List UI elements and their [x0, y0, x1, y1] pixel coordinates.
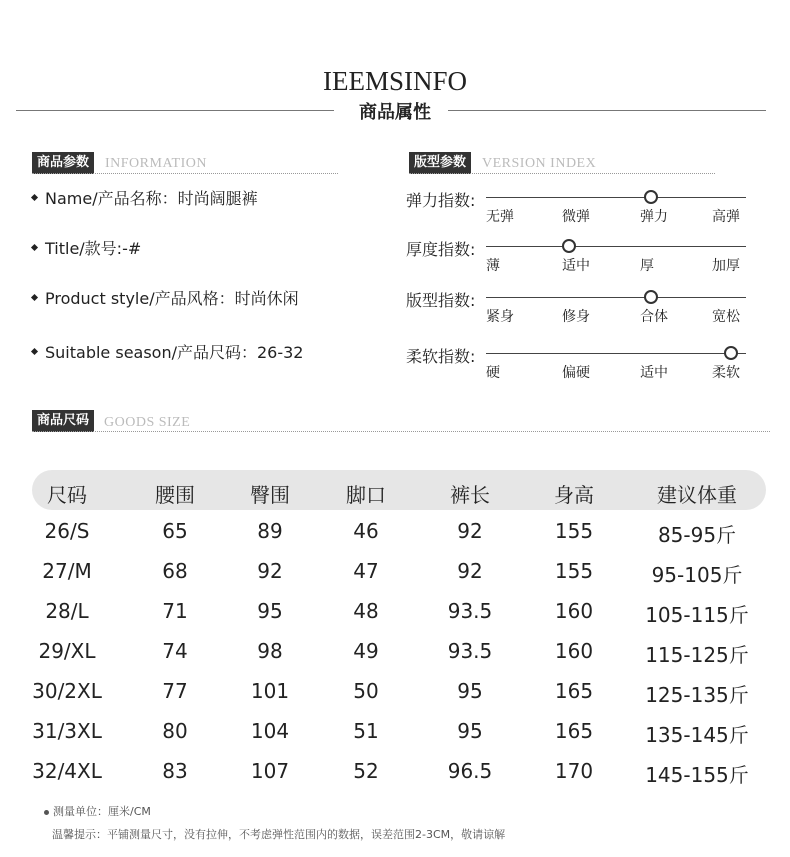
unit-note-text: 测量单位：厘米/CM [53, 805, 151, 818]
index-option: 宽松 [712, 309, 740, 325]
index-knob [644, 290, 658, 304]
size-table-cell: 74 [162, 639, 188, 663]
index-option: 弹力 [640, 209, 668, 225]
size-table-cell: 46 [353, 519, 379, 543]
attr-name [32, 186, 258, 209]
size-table-cell: 165 [554, 719, 594, 743]
size-table-cell: 47 [353, 559, 379, 583]
size-table-header [32, 470, 766, 510]
index-label: 版型指数: [406, 291, 476, 310]
index-option: 偏硬 [562, 365, 590, 381]
size-table-cell: 115-125斤 [645, 643, 749, 667]
size-column-header: 臀围 [250, 483, 290, 507]
bullet-icon [31, 244, 38, 251]
size-tag: 商品尺码 [32, 410, 94, 432]
size-table-cell: 28/L [45, 599, 89, 623]
index-option: 适中 [640, 365, 668, 381]
size-table-cell: 83 [162, 759, 188, 783]
size-table-cell: 29/XL [38, 639, 96, 663]
index-option: 紧身 [486, 309, 514, 325]
size-table-cell: 68 [162, 559, 188, 583]
attr-title [32, 236, 141, 259]
size-table-cell: 98 [257, 639, 283, 663]
size-table-cell: 92 [457, 519, 483, 543]
size-column-header: 建议体重 [657, 483, 737, 507]
size-table-cell: 101 [250, 679, 290, 703]
size-divider [32, 431, 770, 432]
bullet-icon [31, 348, 38, 355]
size-table-cell: 93.5 [447, 639, 493, 663]
index-knob [644, 190, 658, 204]
attr-style [32, 286, 299, 309]
index-option: 加厚 [712, 258, 740, 274]
attr-title-text: Title/款号:-# [45, 239, 142, 258]
size-column-header: 脚口 [346, 483, 386, 507]
index-option: 合体 [640, 309, 668, 325]
size-table-cell: 32/4XL [32, 759, 102, 783]
size-table-cell: 52 [353, 759, 379, 783]
tip-note: 温馨提示：平铺测量尺寸，没有拉伸，不考虑弹性范围内的数据，误差范围2-3CM，敬请谅解 [52, 828, 506, 841]
size-table-cell: 96.5 [447, 759, 493, 783]
size-table-cell: 160 [554, 599, 594, 623]
size-table-cell: 71 [162, 599, 188, 623]
info-tag: 商品参数 [32, 152, 94, 174]
size-table-cell: 50 [353, 679, 379, 703]
size-table-cell: 160 [554, 639, 594, 663]
attr-name-text: Name/产品名称：时尚阔腿裤 [45, 189, 258, 208]
size-table-cell: 48 [353, 599, 379, 623]
attr-season [32, 340, 304, 363]
index-knob [562, 239, 576, 253]
size-table-cell: 49 [353, 639, 379, 663]
index-label: 弹力指数: [406, 191, 476, 210]
size-table-cell: 27/M [42, 559, 92, 583]
unit-note [44, 803, 151, 819]
index-option: 微弹 [562, 209, 590, 225]
size-table-cell: 105-115斤 [645, 603, 749, 627]
section-subtitle: 商品属性 [359, 102, 431, 123]
index-option: 无弹 [486, 209, 514, 225]
size-table-cell: 95 [257, 599, 283, 623]
brand-title: IEEMSINFO [322, 66, 467, 96]
version-tag: 版型参数 [409, 152, 471, 174]
size-table-cell: 155 [554, 559, 594, 583]
index-track [486, 353, 746, 354]
index-track [486, 197, 746, 198]
bullet-icon [31, 294, 38, 301]
size-table-cell: 125-135斤 [645, 683, 749, 707]
attr-style-text: Product style/产品风格：时尚休闲 [45, 289, 299, 308]
index-knob [724, 346, 738, 360]
size-table-cell: 107 [250, 759, 290, 783]
size-table-cell: 80 [162, 719, 188, 743]
size-column-header: 身高 [554, 483, 594, 507]
size-table-cell: 95 [457, 719, 483, 743]
size-table-cell: 95 [457, 679, 483, 703]
index-option: 高弹 [712, 209, 740, 225]
size-table-cell: 170 [554, 759, 594, 783]
size-table-cell: 65 [162, 519, 188, 543]
index-label: 厚度指数: [406, 240, 476, 259]
dot-icon [44, 810, 49, 815]
size-table-cell: 165 [554, 679, 594, 703]
size-table-cell: 92 [457, 559, 483, 583]
bullet-icon [31, 194, 38, 201]
index-option: 厚 [640, 258, 654, 274]
size-table-cell: 89 [257, 519, 283, 543]
size-table-cell: 135-145斤 [645, 723, 749, 747]
size-column-header: 腰围 [155, 483, 195, 507]
index-option: 硬 [486, 365, 500, 381]
size-table-cell: 85-95斤 [657, 523, 737, 547]
version-tag-en: VERSION INDEX [482, 156, 597, 171]
index-label: 柔软指数: [406, 347, 476, 366]
size-table-cell: 104 [250, 719, 290, 743]
index-option: 适中 [562, 258, 590, 274]
attr-season-text: Suitable season/产品尺码：26-32 [45, 343, 304, 362]
index-track [486, 297, 746, 298]
size-table-cell: 92 [257, 559, 283, 583]
size-table-cell: 155 [554, 519, 594, 543]
info-divider [32, 173, 338, 174]
size-column-header: 尺码 [47, 483, 87, 507]
size-table-cell: 31/3XL [32, 719, 102, 743]
version-divider [409, 173, 715, 174]
index-option: 薄 [486, 258, 500, 274]
index-option: 柔软 [712, 365, 740, 381]
size-column-header: 裤长 [450, 483, 490, 507]
size-table-cell: 77 [162, 679, 188, 703]
index-option: 修身 [562, 309, 590, 325]
size-table-cell: 26/S [44, 519, 90, 543]
size-table-cell: 145-155斤 [645, 763, 749, 787]
index-track [486, 246, 746, 247]
size-table-cell: 95-105斤 [651, 563, 743, 587]
size-tag-en: GOODS SIZE [104, 415, 191, 430]
info-tag-en: INFORMATION [105, 156, 207, 171]
size-table-cell: 93.5 [447, 599, 493, 623]
size-table-cell: 30/2XL [32, 679, 102, 703]
size-table-cell: 51 [353, 719, 379, 743]
